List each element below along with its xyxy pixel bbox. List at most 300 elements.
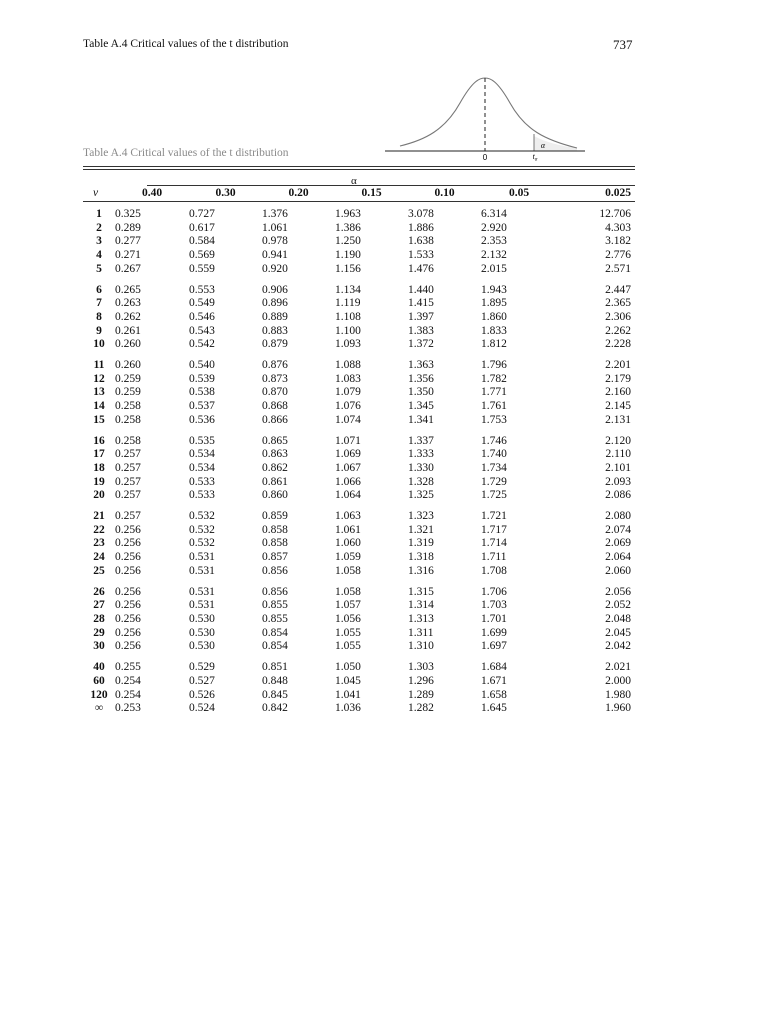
value-cell: 1.372 bbox=[408, 338, 434, 351]
value-cell: 1.330 bbox=[408, 461, 434, 474]
nu-cell: 10 bbox=[93, 338, 105, 351]
nu-header: v bbox=[93, 187, 99, 199]
value-cell: 1.533 bbox=[408, 249, 434, 262]
value-cell: 0.546 bbox=[189, 310, 215, 323]
value-cell: 1.074 bbox=[335, 413, 361, 426]
value-cell: 1.963 bbox=[335, 208, 361, 220]
value-cell: 0.263 bbox=[115, 297, 141, 310]
value-cell: 0.879 bbox=[262, 338, 288, 351]
table-caption: Table A.4 Critical values of the t distribution bbox=[83, 147, 289, 159]
value-cell: 2.160 bbox=[605, 386, 631, 399]
value-cell: 0.257 bbox=[115, 461, 141, 474]
value-cell: 0.256 bbox=[115, 564, 141, 577]
value-cell: 1.055 bbox=[335, 626, 361, 639]
value-cell: 1.734 bbox=[481, 461, 507, 474]
value-cell: 0.532 bbox=[189, 510, 215, 523]
nu-cell: 9 bbox=[96, 324, 102, 337]
value-cell: 1.310 bbox=[408, 640, 434, 653]
column-header-1: 0.30 bbox=[215, 187, 236, 199]
nu-cell: 8 bbox=[96, 310, 102, 323]
value-cell: 2.131 bbox=[605, 413, 631, 426]
table-row bbox=[83, 325, 631, 339]
value-cell: 0.727 bbox=[189, 208, 215, 220]
value-cell: 0.876 bbox=[262, 359, 288, 372]
table-row bbox=[83, 524, 631, 538]
value-cell: 1.356 bbox=[408, 372, 434, 385]
nu-cell: 20 bbox=[93, 489, 105, 502]
value-cell: 0.535 bbox=[189, 434, 215, 447]
value-cell: 0.254 bbox=[115, 674, 141, 687]
value-cell: 0.896 bbox=[262, 297, 288, 310]
value-cell: 1.960 bbox=[605, 702, 631, 715]
value-cell: 0.256 bbox=[115, 523, 141, 536]
table-row bbox=[83, 373, 631, 387]
table-row bbox=[83, 476, 631, 490]
tail-alpha-label: α bbox=[540, 141, 546, 150]
value-cell: 2.365 bbox=[605, 297, 631, 310]
value-cell: 0.856 bbox=[262, 564, 288, 577]
table-row bbox=[83, 263, 631, 277]
value-cell: 1.333 bbox=[408, 448, 434, 461]
value-cell: 0.549 bbox=[189, 297, 215, 310]
value-cell: 0.526 bbox=[189, 688, 215, 701]
table-row bbox=[83, 235, 631, 249]
value-cell: 1.376 bbox=[262, 208, 288, 220]
value-cell: 0.858 bbox=[262, 537, 288, 550]
value-cell: 1.980 bbox=[605, 688, 631, 701]
table-body bbox=[83, 201, 631, 716]
nu-cell: 11 bbox=[93, 359, 105, 372]
value-cell: 1.753 bbox=[481, 413, 507, 426]
t-letter: t bbox=[532, 152, 535, 161]
value-cell: 0.253 bbox=[115, 702, 141, 715]
nu-cell: 30 bbox=[93, 640, 105, 653]
value-cell: 0.854 bbox=[262, 626, 288, 639]
value-cell: 2.056 bbox=[605, 585, 631, 598]
value-cell: 0.533 bbox=[189, 489, 215, 502]
nu-cell: 29 bbox=[93, 626, 105, 639]
nu-cell: 25 bbox=[93, 564, 105, 577]
nu-cell: 5 bbox=[96, 262, 102, 275]
value-cell: 2.060 bbox=[605, 564, 631, 577]
value-cell: 2.110 bbox=[605, 448, 631, 461]
value-cell: 2.000 bbox=[605, 674, 631, 687]
value-cell: 0.889 bbox=[262, 310, 288, 323]
value-cell: 1.706 bbox=[481, 585, 507, 598]
value-cell: 3.182 bbox=[605, 235, 631, 248]
value-cell: 2.447 bbox=[605, 283, 631, 296]
value-cell: 1.108 bbox=[335, 310, 361, 323]
value-cell: 0.861 bbox=[262, 475, 288, 488]
table-row bbox=[83, 702, 631, 716]
value-cell: 1.796 bbox=[481, 359, 507, 372]
t-subscript: α bbox=[534, 157, 538, 163]
value-cell: 0.539 bbox=[189, 372, 215, 385]
value-cell: 0.865 bbox=[262, 434, 288, 447]
value-cell: 1.337 bbox=[408, 434, 434, 447]
value-cell: 1.134 bbox=[335, 283, 361, 296]
nu-cell: 21 bbox=[93, 510, 105, 523]
table-row bbox=[83, 537, 631, 551]
column-header-0: 0.40 bbox=[141, 187, 163, 199]
value-cell: 0.256 bbox=[115, 551, 141, 564]
nu-cell: 4 bbox=[96, 249, 102, 262]
value-cell: 1.190 bbox=[335, 249, 361, 262]
value-cell: 0.584 bbox=[189, 235, 215, 248]
value-cell: 0.534 bbox=[189, 448, 215, 461]
nu-cell: 40 bbox=[93, 661, 105, 674]
value-cell: 3.078 bbox=[408, 208, 434, 220]
value-cell: 2.093 bbox=[605, 475, 631, 488]
value-cell: 2.101 bbox=[605, 461, 631, 474]
nu-cell: 2 bbox=[96, 221, 102, 234]
column-header-6: 0.025 bbox=[605, 187, 631, 199]
value-cell: 2.353 bbox=[481, 235, 507, 248]
value-cell: 2.069 bbox=[605, 537, 631, 550]
value-cell: 0.254 bbox=[115, 688, 141, 701]
value-cell: 1.812 bbox=[481, 338, 507, 351]
table-row bbox=[83, 503, 631, 524]
table-row bbox=[83, 222, 631, 236]
nu-cell: 7 bbox=[96, 297, 102, 310]
value-cell: 2.571 bbox=[605, 262, 631, 275]
value-cell: 1.059 bbox=[335, 551, 361, 564]
nu-cell: 27 bbox=[93, 599, 105, 612]
value-cell: 2.201 bbox=[605, 359, 631, 372]
value-cell: 1.323 bbox=[408, 510, 434, 523]
page-number: 737 bbox=[613, 37, 633, 52]
value-cell: 1.314 bbox=[408, 599, 434, 612]
value-cell: 2.228 bbox=[605, 338, 631, 351]
value-cell: 1.761 bbox=[481, 400, 507, 413]
value-cell: 1.066 bbox=[335, 475, 361, 488]
value-cell: 0.256 bbox=[115, 585, 141, 598]
value-cell: 0.531 bbox=[189, 599, 215, 612]
value-cell: 2.086 bbox=[605, 489, 631, 502]
nu-cell: 120 bbox=[90, 688, 108, 701]
value-cell: 1.658 bbox=[481, 688, 507, 701]
value-cell: 1.119 bbox=[335, 297, 361, 310]
value-cell: 0.258 bbox=[115, 413, 141, 426]
value-cell: 1.415 bbox=[408, 297, 434, 310]
value-cell: 1.041 bbox=[335, 688, 361, 701]
table-row bbox=[83, 201, 631, 222]
table-row bbox=[83, 338, 631, 352]
value-cell: 2.080 bbox=[605, 510, 631, 523]
value-cell: 0.257 bbox=[115, 448, 141, 461]
value-cell: 0.256 bbox=[115, 626, 141, 639]
zero-label: 0 bbox=[482, 153, 488, 162]
value-cell: 0.531 bbox=[189, 564, 215, 577]
value-cell: 1.782 bbox=[481, 372, 507, 385]
value-cell: 1.076 bbox=[335, 400, 361, 413]
table-row bbox=[83, 297, 631, 311]
nu-cell: 26 bbox=[93, 585, 105, 598]
value-cell: 1.645 bbox=[481, 702, 507, 715]
value-cell: 1.708 bbox=[481, 564, 507, 577]
table-row bbox=[83, 689, 631, 703]
value-cell: 1.699 bbox=[481, 626, 507, 639]
value-cell: 0.256 bbox=[115, 612, 141, 625]
value-cell: 2.306 bbox=[605, 310, 631, 323]
value-cell: 1.055 bbox=[335, 640, 361, 653]
value-cell: 1.725 bbox=[481, 489, 507, 502]
value-cell: 0.855 bbox=[262, 599, 288, 612]
table-row bbox=[83, 551, 631, 565]
value-cell: 2.179 bbox=[605, 372, 631, 385]
value-cell: 1.476 bbox=[408, 262, 434, 275]
value-cell: 1.325 bbox=[408, 489, 434, 502]
value-cell: 1.050 bbox=[335, 661, 361, 674]
value-cell: 0.256 bbox=[115, 640, 141, 653]
value-cell: 2.132 bbox=[481, 249, 507, 262]
value-cell: 1.058 bbox=[335, 585, 361, 598]
value-cell: 0.260 bbox=[115, 338, 141, 351]
value-cell: 1.440 bbox=[408, 283, 434, 296]
value-cell: 2.048 bbox=[605, 612, 631, 625]
value-cell: 2.074 bbox=[605, 523, 631, 536]
top-rule bbox=[83, 166, 635, 167]
value-cell: 0.863 bbox=[262, 448, 288, 461]
value-cell: 2.042 bbox=[605, 640, 631, 653]
value-cell: 1.746 bbox=[481, 434, 507, 447]
value-cell: 0.855 bbox=[262, 612, 288, 625]
value-cell: 1.943 bbox=[481, 283, 507, 296]
value-cell: 0.906 bbox=[262, 283, 288, 296]
table-row bbox=[83, 675, 631, 689]
value-cell: 1.036 bbox=[335, 702, 361, 715]
value-cell: 0.527 bbox=[189, 674, 215, 687]
value-cell: 0.260 bbox=[115, 359, 141, 372]
value-cell: 0.257 bbox=[115, 510, 141, 523]
value-cell: 0.265 bbox=[115, 283, 141, 296]
value-cell: 0.257 bbox=[115, 475, 141, 488]
column-header-4: 0.10 bbox=[434, 187, 455, 199]
nu-cell: 6 bbox=[96, 283, 102, 296]
nu-cell: 19 bbox=[93, 475, 105, 488]
nu-cell: ∞ bbox=[94, 702, 104, 715]
value-cell: 6.314 bbox=[481, 208, 507, 220]
value-cell: 1.045 bbox=[335, 674, 361, 687]
value-cell: 1.063 bbox=[335, 510, 361, 523]
value-cell: 1.058 bbox=[335, 564, 361, 577]
table-row bbox=[83, 489, 631, 503]
value-cell: 0.860 bbox=[262, 489, 288, 502]
value-cell: 0.537 bbox=[189, 400, 215, 413]
value-cell: 1.061 bbox=[335, 523, 361, 536]
value-cell: 1.341 bbox=[408, 413, 434, 426]
value-cell: 0.868 bbox=[262, 400, 288, 413]
table-row bbox=[83, 414, 631, 428]
value-cell: 1.060 bbox=[335, 537, 361, 550]
value-cell: 0.256 bbox=[115, 599, 141, 612]
running-title: Table A.4 Critical values of the t distribution bbox=[83, 38, 289, 50]
value-cell: 1.345 bbox=[408, 400, 434, 413]
table-row bbox=[83, 428, 631, 449]
value-cell: 0.532 bbox=[189, 523, 215, 536]
value-cell: 1.703 bbox=[481, 599, 507, 612]
nu-cell: 18 bbox=[93, 461, 105, 474]
value-cell: 2.120 bbox=[605, 434, 631, 447]
header-row bbox=[83, 185, 631, 201]
column-header-2: 0.20 bbox=[288, 187, 309, 199]
value-cell: 1.895 bbox=[481, 297, 507, 310]
value-cell: 1.064 bbox=[335, 489, 361, 502]
value-cell: 0.569 bbox=[189, 249, 215, 262]
value-cell: 1.684 bbox=[481, 661, 507, 674]
value-cell: 1.671 bbox=[481, 674, 507, 687]
value-cell: 0.532 bbox=[189, 537, 215, 550]
table-row bbox=[83, 462, 631, 476]
value-cell: 0.531 bbox=[189, 585, 215, 598]
value-cell: 0.870 bbox=[262, 386, 288, 399]
nu-cell: 15 bbox=[93, 413, 105, 426]
nu-cell: 13 bbox=[93, 386, 105, 399]
value-cell: 1.093 bbox=[335, 338, 361, 351]
value-cell: 0.862 bbox=[262, 461, 288, 474]
nu-cell: 22 bbox=[93, 523, 105, 536]
value-cell: 0.941 bbox=[262, 249, 288, 262]
value-cell: 1.740 bbox=[481, 448, 507, 461]
value-cell: 1.067 bbox=[335, 461, 361, 474]
table-row bbox=[83, 448, 631, 462]
value-cell: 1.315 bbox=[408, 585, 434, 598]
value-cell: 1.321 bbox=[408, 523, 434, 536]
value-cell: 2.262 bbox=[605, 324, 631, 337]
value-cell: 0.617 bbox=[189, 221, 215, 234]
value-cell: 0.524 bbox=[189, 702, 215, 715]
value-cell: 1.071 bbox=[335, 434, 361, 447]
nu-cell: 14 bbox=[93, 400, 105, 413]
value-cell: 1.313 bbox=[408, 612, 434, 625]
value-cell: 0.920 bbox=[262, 262, 288, 275]
value-cell: 0.857 bbox=[262, 551, 288, 564]
value-cell: 0.277 bbox=[115, 235, 141, 248]
table-row bbox=[83, 640, 631, 654]
value-cell: 0.542 bbox=[189, 338, 215, 351]
value-cell: 1.397 bbox=[408, 310, 434, 323]
value-cell: 2.052 bbox=[605, 599, 631, 612]
value-cell: 1.061 bbox=[262, 221, 288, 234]
value-cell: 1.250 bbox=[335, 235, 361, 248]
nu-cell: 1 bbox=[96, 208, 102, 220]
value-cell: 0.543 bbox=[189, 324, 215, 337]
value-cell: 1.056 bbox=[335, 612, 361, 625]
nu-cell: 12 bbox=[93, 372, 105, 385]
value-cell: 0.533 bbox=[189, 475, 215, 488]
value-cell: 0.257 bbox=[115, 489, 141, 502]
nu-cell: 3 bbox=[96, 235, 102, 248]
value-cell: 1.860 bbox=[481, 310, 507, 323]
value-cell: 2.064 bbox=[605, 551, 631, 564]
value-cell: 2.920 bbox=[481, 221, 507, 234]
value-cell: 1.771 bbox=[481, 386, 507, 399]
value-cell: 1.386 bbox=[335, 221, 361, 234]
column-header-3: 0.15 bbox=[361, 187, 382, 199]
table-row bbox=[83, 565, 631, 579]
value-cell: 0.267 bbox=[115, 262, 141, 275]
value-cell: 0.530 bbox=[189, 626, 215, 639]
table-row bbox=[83, 599, 631, 613]
table-row bbox=[83, 311, 631, 325]
value-cell: 1.311 bbox=[408, 626, 434, 639]
table-row bbox=[83, 386, 631, 400]
value-cell: 0.559 bbox=[189, 262, 215, 275]
value-cell: 2.045 bbox=[605, 626, 631, 639]
nu-cell: 60 bbox=[93, 674, 105, 687]
value-cell: 1.714 bbox=[481, 537, 507, 550]
value-cell: 1.363 bbox=[408, 359, 434, 372]
value-cell: 1.638 bbox=[408, 235, 434, 248]
value-cell: 1.729 bbox=[481, 475, 507, 488]
value-cell: 0.866 bbox=[262, 413, 288, 426]
value-cell: 0.271 bbox=[115, 249, 141, 262]
value-cell: 0.842 bbox=[262, 702, 288, 715]
value-cell: 0.256 bbox=[115, 537, 141, 550]
value-cell: 0.536 bbox=[189, 413, 215, 426]
column-header-5: 0.05 bbox=[508, 187, 530, 199]
value-cell: 0.856 bbox=[262, 585, 288, 598]
value-cell: 0.534 bbox=[189, 461, 215, 474]
value-cell: 1.701 bbox=[481, 612, 507, 625]
value-cell: 1.088 bbox=[335, 359, 361, 372]
value-cell: 0.325 bbox=[115, 208, 141, 220]
value-cell: 1.318 bbox=[408, 551, 434, 564]
table-row bbox=[83, 654, 631, 675]
value-cell: 1.350 bbox=[408, 386, 434, 399]
value-cell: 0.553 bbox=[189, 283, 215, 296]
value-cell: 0.255 bbox=[115, 661, 141, 674]
t-table bbox=[83, 185, 631, 716]
value-cell: 1.083 bbox=[335, 372, 361, 385]
value-cell: 1.303 bbox=[408, 661, 434, 674]
nu-cell: 23 bbox=[93, 537, 105, 550]
value-cell: 1.319 bbox=[408, 537, 434, 550]
value-cell: 0.851 bbox=[262, 661, 288, 674]
value-cell: 0.261 bbox=[115, 324, 141, 337]
value-cell: 1.328 bbox=[408, 475, 434, 488]
value-cell: 0.529 bbox=[189, 661, 215, 674]
value-cell: 0.883 bbox=[262, 324, 288, 337]
value-cell: 1.289 bbox=[408, 688, 434, 701]
value-cell: 0.540 bbox=[189, 359, 215, 372]
alpha-header: α bbox=[351, 175, 357, 187]
value-cell: 1.079 bbox=[335, 386, 361, 399]
nu-cell: 28 bbox=[93, 612, 105, 625]
nu-cell: 24 bbox=[93, 551, 105, 564]
value-cell: 1.057 bbox=[335, 599, 361, 612]
nu-cell: 17 bbox=[93, 448, 105, 461]
value-cell: 2.015 bbox=[481, 262, 507, 275]
value-cell: 1.833 bbox=[481, 324, 507, 337]
value-cell: 0.859 bbox=[262, 510, 288, 523]
value-cell: 1.383 bbox=[408, 324, 434, 337]
table-row bbox=[83, 400, 631, 414]
table-row bbox=[83, 277, 631, 298]
value-cell: 1.721 bbox=[481, 510, 507, 523]
value-cell: 0.259 bbox=[115, 386, 141, 399]
top-rule-double bbox=[83, 169, 635, 170]
nu-cell: 16 bbox=[93, 434, 105, 447]
value-cell: 0.873 bbox=[262, 372, 288, 385]
value-cell: 0.858 bbox=[262, 523, 288, 536]
value-cell: 1.069 bbox=[335, 448, 361, 461]
table-row bbox=[83, 579, 631, 600]
table-row bbox=[83, 249, 631, 263]
value-cell: 1.697 bbox=[481, 640, 507, 653]
t-alpha-label bbox=[533, 152, 538, 163]
value-cell: 0.978 bbox=[262, 235, 288, 248]
